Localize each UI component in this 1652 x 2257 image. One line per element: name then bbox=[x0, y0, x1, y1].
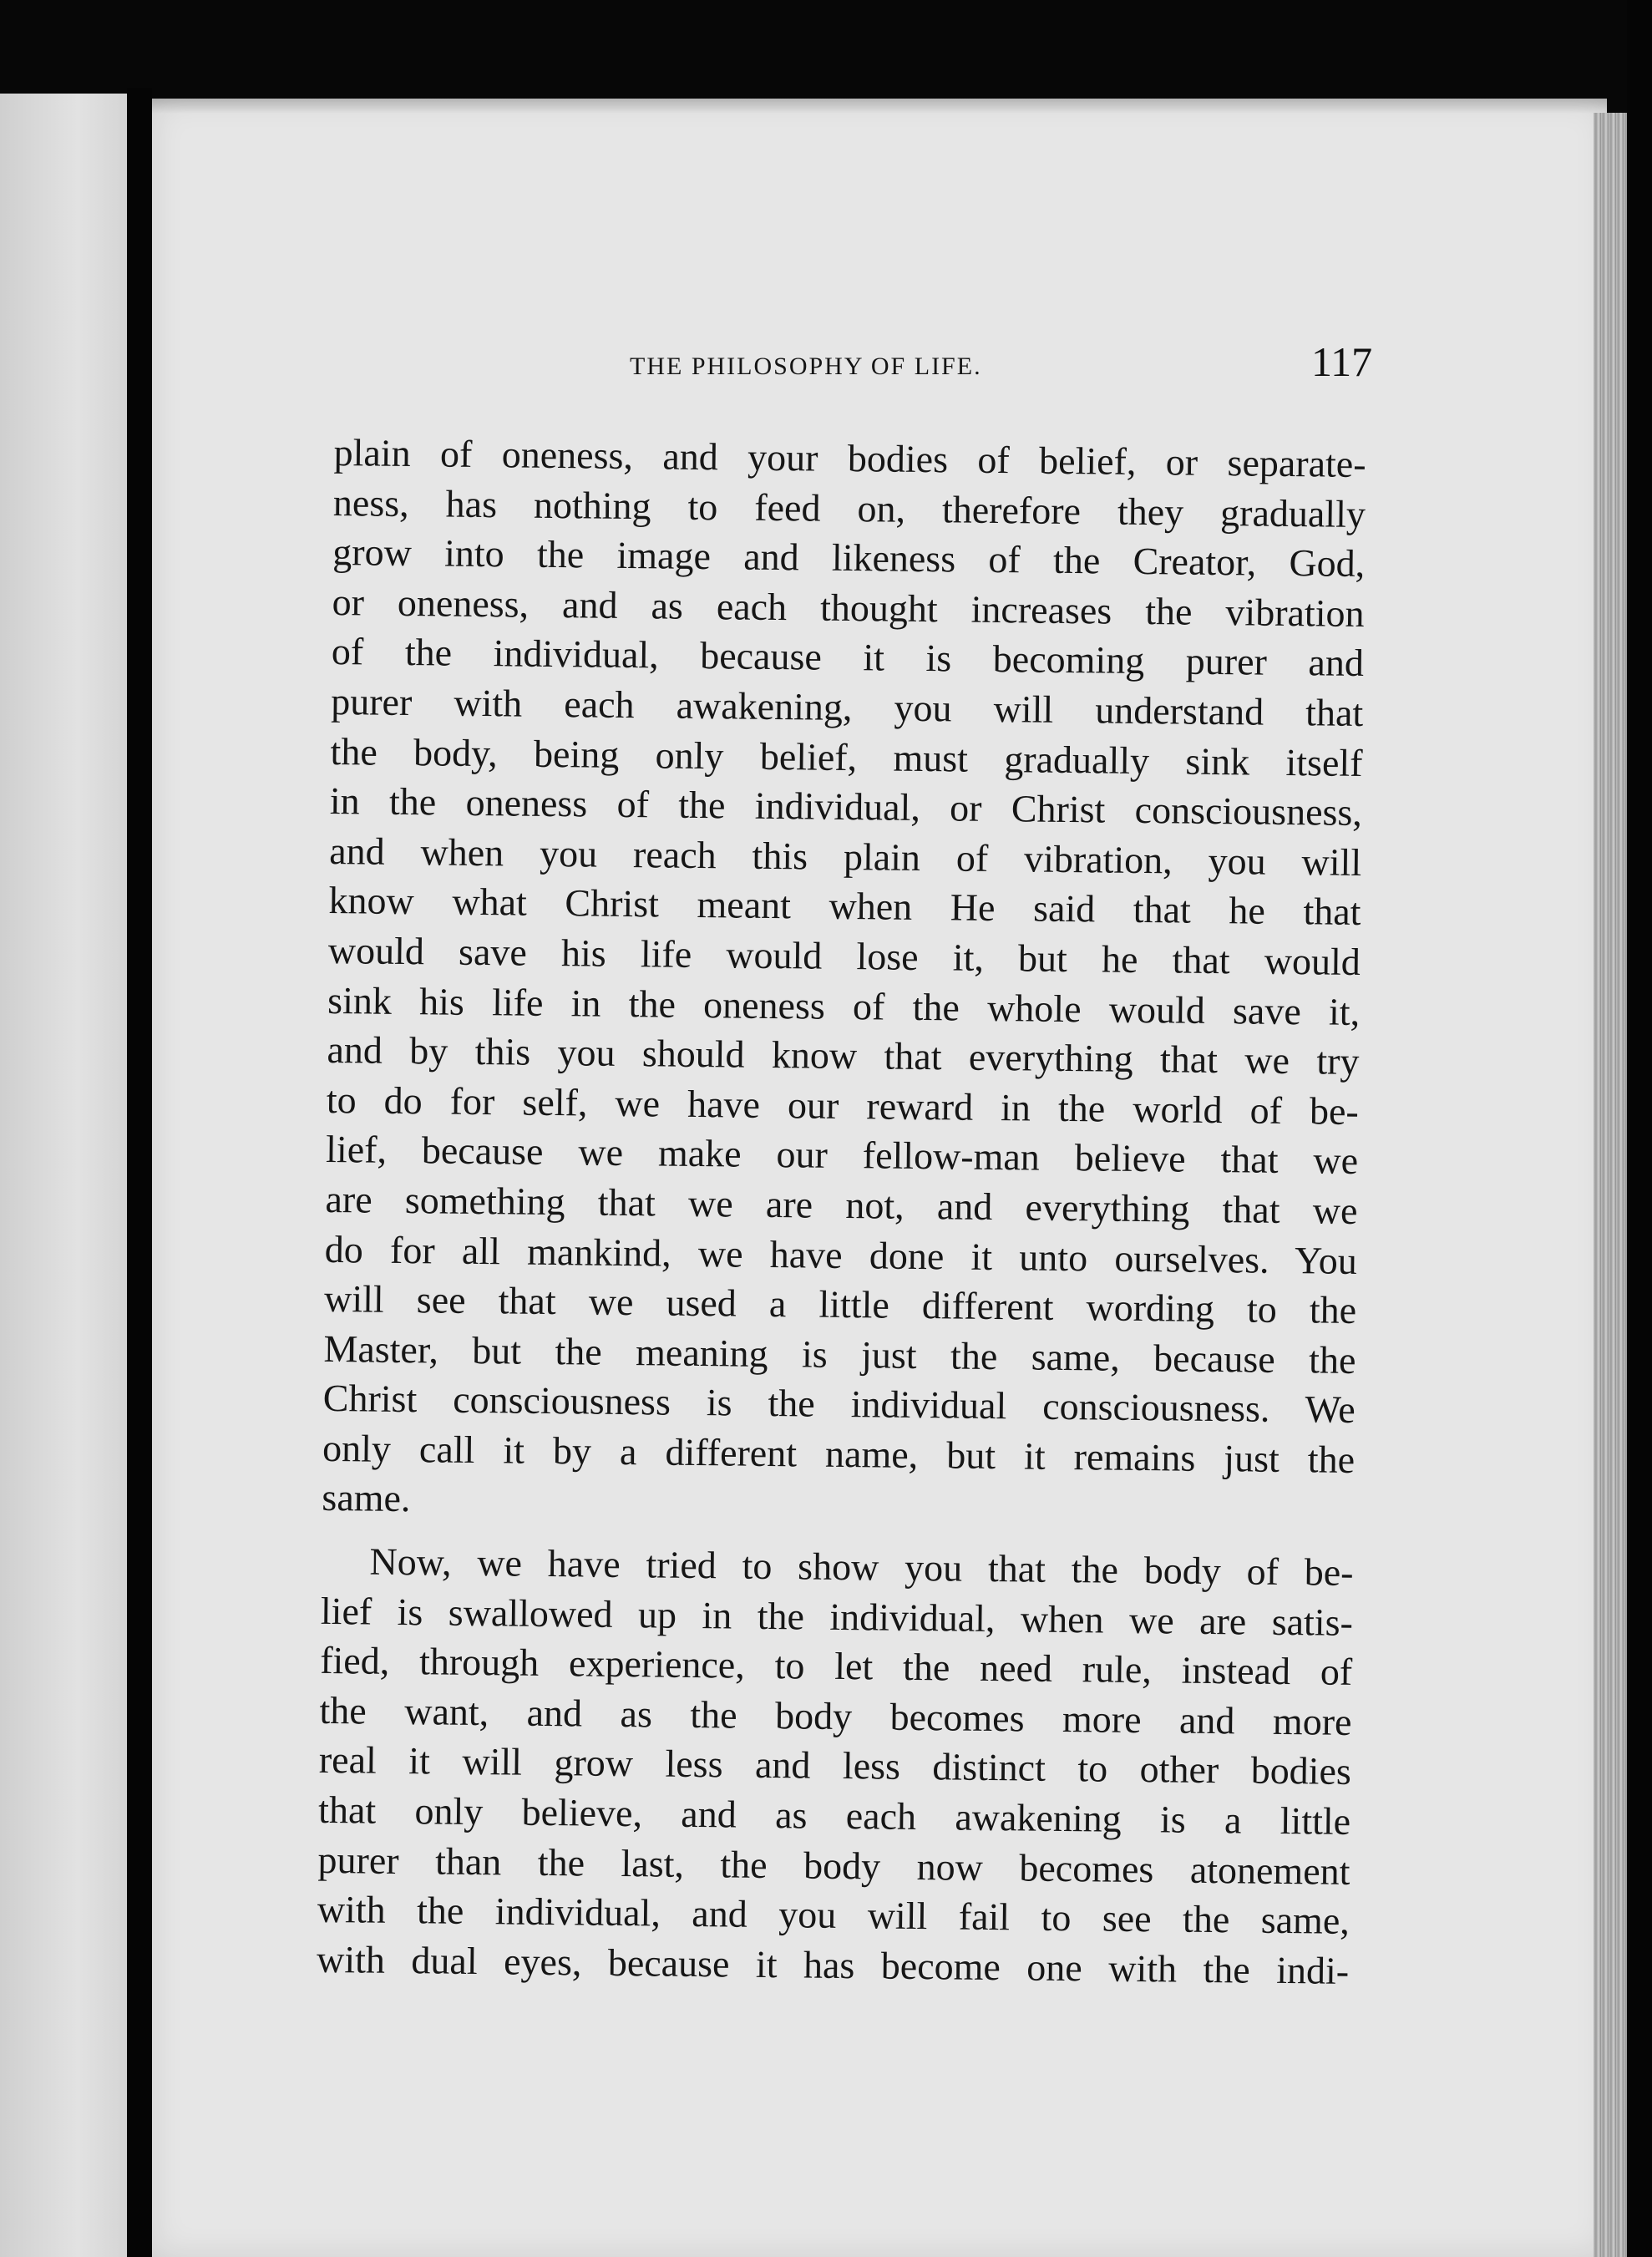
text-line: that only believe, and as each awakening is a little bbox=[317, 1788, 1351, 1843]
text-line: plain of oneness, and your bodies of belief, or separate- bbox=[333, 430, 1366, 486]
text-line: same. bbox=[322, 1476, 411, 1520]
text-line: will see that we used a little different wording to the bbox=[323, 1277, 1357, 1332]
text-line: and when you reach this plain of vibration, you will bbox=[328, 829, 1362, 884]
text-line: lief is swallowed up in the individual, when we are satis- bbox=[320, 1589, 1354, 1644]
page-number: 117 bbox=[1311, 338, 1373, 385]
text-line: grow into the image and likeness of the Creator, God, bbox=[332, 530, 1366, 586]
page-top-shadow bbox=[152, 99, 1607, 114]
text-line: the body, being only belief, must gradually sink itself bbox=[330, 729, 1363, 784]
text-line: with dual eyes, because it has become one with the indi- bbox=[316, 1937, 1350, 1992]
text-line: and by this you should know that everything that we try bbox=[327, 1028, 1360, 1083]
text-line: of the individual, because it is becoming purer and bbox=[331, 630, 1365, 685]
scan-border bbox=[1627, 0, 1652, 2257]
text-line: Now, we have tried to show you that the body of be- bbox=[369, 1539, 1354, 1594]
book-gutter bbox=[127, 88, 152, 2257]
text-line: purer than the last, the body now becomes atonement bbox=[317, 1838, 1350, 1893]
text-line: or oneness, and as each thought increases the vibration bbox=[332, 580, 1365, 635]
text-line: sink his life in the oneness of the whole would save it, bbox=[327, 978, 1361, 1033]
text-line: are something that we are not, and everything that we bbox=[325, 1177, 1358, 1232]
text-line: do for all mankind, we have done it unto ourselves. You bbox=[324, 1227, 1358, 1282]
text-line: know what Christ meant when He said that he that bbox=[328, 879, 1361, 934]
paragraph-1 bbox=[322, 428, 1366, 1534]
text-line: real it will grow less and less distinct to other bodies bbox=[318, 1738, 1352, 1793]
paragraph-2 bbox=[317, 1536, 1354, 1996]
text-line: in the oneness of the individual, or Christ consciousness, bbox=[329, 779, 1363, 834]
text-line: purer with each awakening, you will understand that bbox=[330, 679, 1364, 734]
text-line: to do for self, we have our reward in the world of be- bbox=[326, 1078, 1360, 1133]
facing-page-edge bbox=[0, 94, 129, 2257]
body-text bbox=[317, 428, 1366, 1996]
text-line: the want, and as the body becomes more and more bbox=[319, 1688, 1352, 1743]
text-line: would save his life would lose it, but he that would bbox=[327, 928, 1361, 983]
text-line: only call it by a different name, but it remains just the bbox=[322, 1426, 1356, 1481]
text-line: fied, through experience, to let the need rule, instead of bbox=[319, 1639, 1353, 1694]
text-line: with the individual, and you will fail to see the same, bbox=[317, 1888, 1350, 1943]
text-line: Master, but the meaning is just the same, because the bbox=[323, 1326, 1356, 1382]
running-title: THE PHILOSOPHY OF LIFE. bbox=[630, 352, 982, 380]
text-line: ness, has nothing to feed on, therefore they gradually bbox=[332, 480, 1366, 535]
text-line: lief, because we make our fellow-man believe that we bbox=[325, 1128, 1359, 1183]
text-line: Christ consciousness is the individual consciousness. We bbox=[322, 1377, 1356, 1432]
page-stack-edge bbox=[1594, 113, 1627, 2257]
